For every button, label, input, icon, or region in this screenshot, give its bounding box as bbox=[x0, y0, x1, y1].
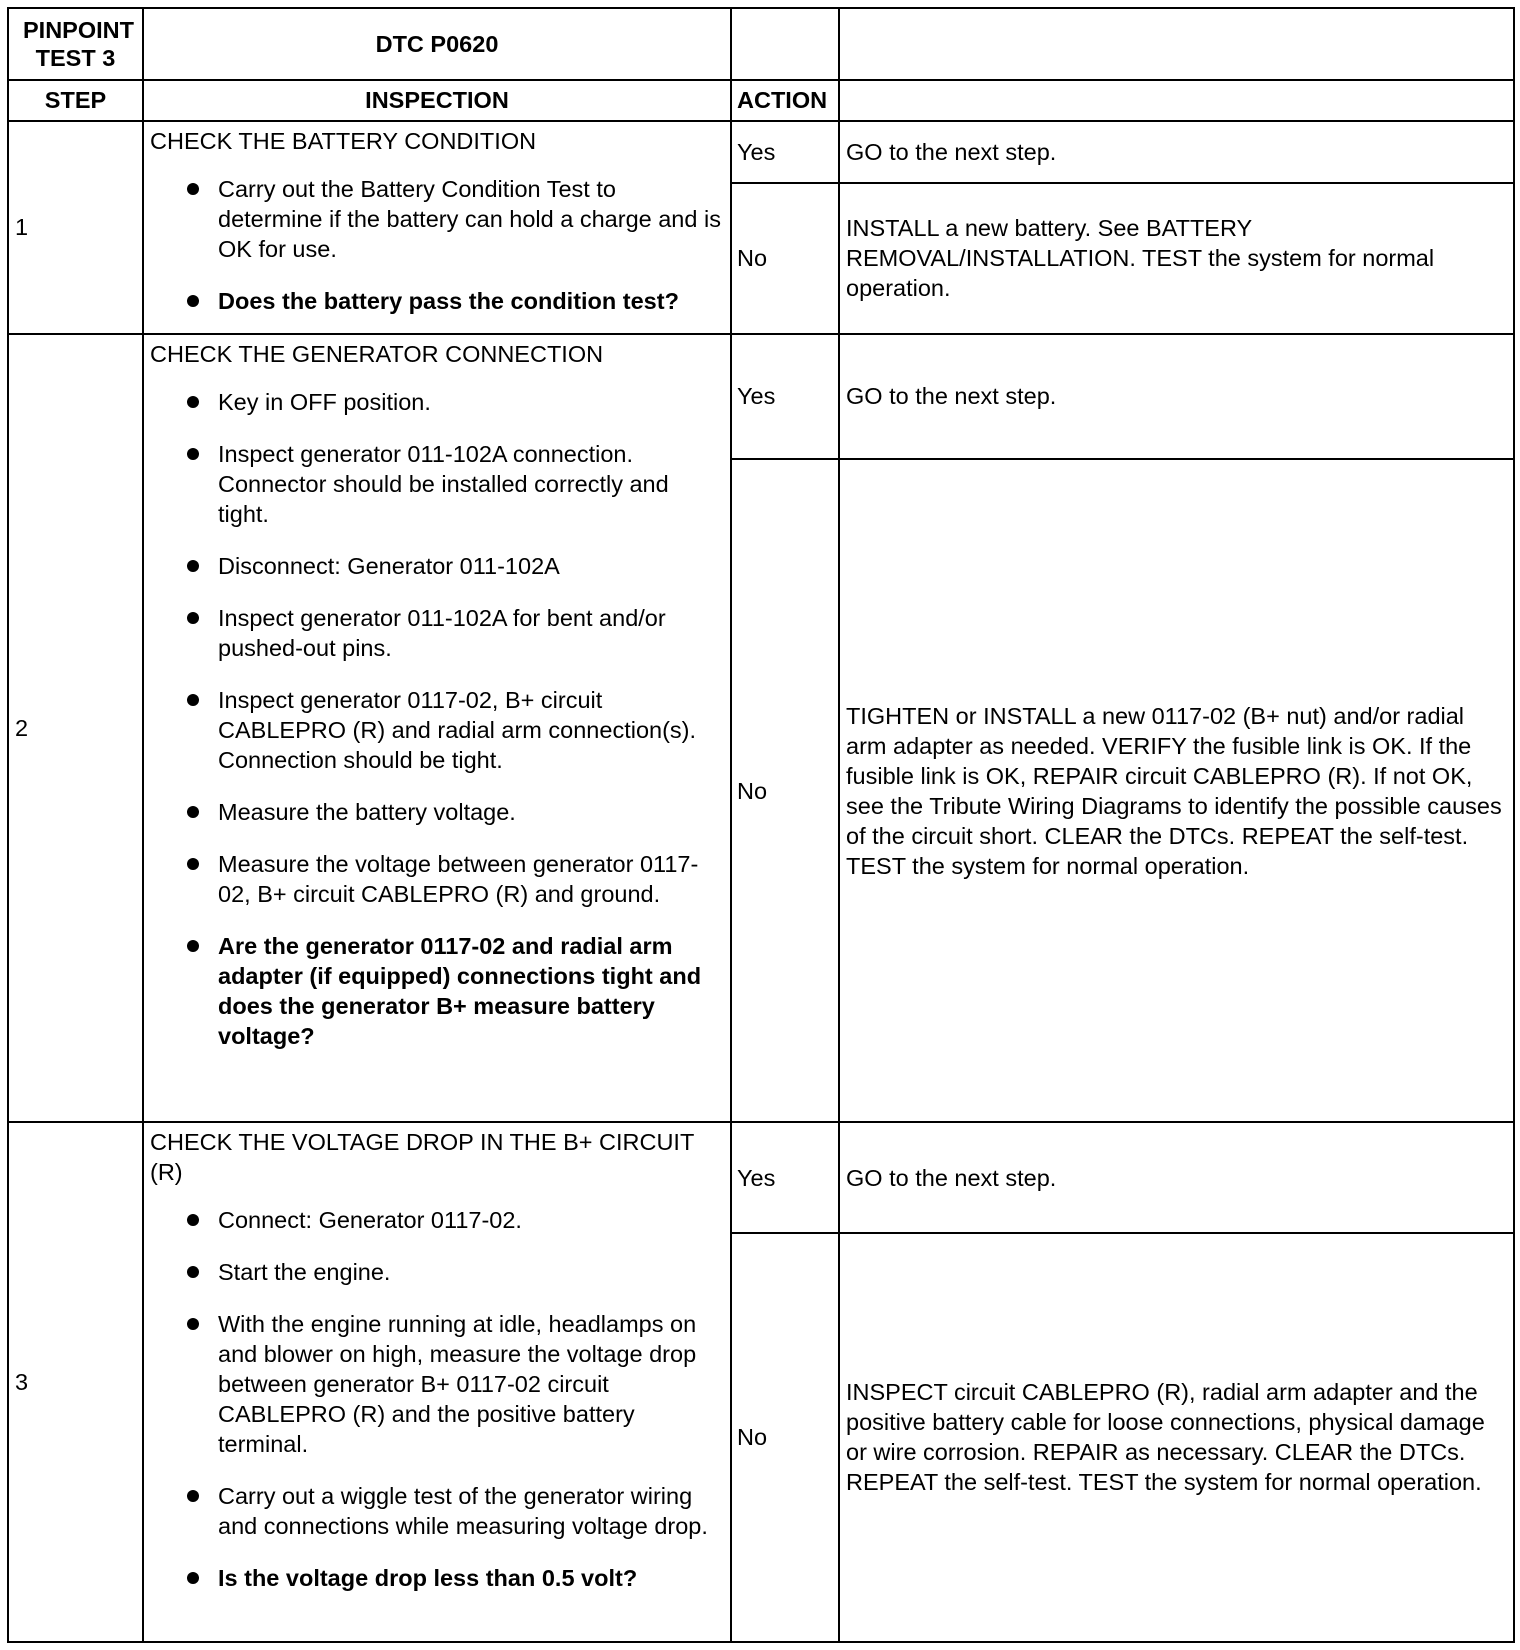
header-row bbox=[8, 8, 1514, 80]
pinpoint-test-label: PINPOINT TEST 3 bbox=[8, 8, 143, 80]
bullet-list bbox=[150, 387, 724, 1051]
bullet-item: Disconnect: Generator 011-102A bbox=[218, 551, 724, 581]
question-item: Does the battery pass the condition test? bbox=[218, 286, 724, 316]
bullet-item: Carry out the Battery Condition Test to determine if the battery can hold a charge and is OK for use. bbox=[218, 174, 724, 264]
action-no-result: TIGHTEN or INSTALL a new 0117-02 (B+ nut) and/or radial arm adapter as needed. VERIFY the fusible link is OK. If the fusible link is OK, REPAIR circuit CABLEPRO (R). If not OK, see the Tribute Wiring Diagrams to identify the possible causes of the circuit short. CLEAR the DTCs. REPEAT the self-test. TEST the system for normal operation. bbox=[839, 459, 1514, 1122]
action-yes-label: Yes bbox=[731, 121, 839, 183]
action-no-label: No bbox=[731, 1233, 839, 1642]
bullet-list bbox=[150, 174, 724, 316]
action-no-result: INSTALL a new battery. See BATTERY REMOVAL/INSTALLATION. TEST the system for normal operation. bbox=[839, 183, 1514, 334]
action-no-label: No bbox=[731, 459, 839, 1122]
bullet-item: Carry out a wiggle test of the generator wiring and connections while measuring voltage drop. bbox=[218, 1481, 724, 1541]
step-2-inspection bbox=[143, 334, 731, 1123]
bullet-item: Start the engine. bbox=[218, 1257, 724, 1287]
bullet-item: Measure the voltage between generator 0117-02, B+ circuit CABLEPRO (R) and ground. bbox=[218, 849, 724, 909]
dtc-code: DTC P0620 bbox=[143, 8, 731, 80]
action-yes-result: GO to the next step. bbox=[839, 121, 1514, 183]
step-title: CHECK THE GENERATOR CONNECTION bbox=[150, 340, 604, 367]
action-yes-result: GO to the next step. bbox=[839, 334, 1514, 460]
col-inspection-header: INSPECTION bbox=[143, 80, 731, 120]
step-1-yes-row bbox=[8, 121, 1514, 183]
step-number: 1 bbox=[8, 121, 143, 334]
action-yes-label: Yes bbox=[731, 1122, 839, 1233]
pinpoint-test-table bbox=[7, 7, 1515, 1643]
bullet-item: Key in OFF position. bbox=[218, 387, 724, 417]
col-blank-header bbox=[839, 80, 1514, 120]
bullet-item: Inspect generator 011-102A connection. Connector should be installed correctly and tight. bbox=[218, 439, 724, 529]
header-blank-action bbox=[731, 8, 839, 80]
action-yes-label: Yes bbox=[731, 334, 839, 460]
column-header-row bbox=[8, 80, 1514, 120]
action-yes-result: GO to the next step. bbox=[839, 1122, 1514, 1233]
action-no-result: INSPECT circuit CABLEPRO (R), radial arm adapter and the positive battery cable for loose connections, physical damage or wire corrosion. REPAIR as necessary. CLEAR the DTCs. REPEAT the self-test. TEST the system for normal operation. bbox=[839, 1233, 1514, 1642]
header-blank-result bbox=[839, 8, 1514, 80]
question-item: Are the generator 0117-02 and radial arm adapter (if equipped) connections tight and does the generator B+ measure battery voltage? bbox=[218, 931, 724, 1051]
step-number: 3 bbox=[8, 1122, 143, 1642]
col-step-header: STEP bbox=[8, 80, 143, 120]
step-1-inspection bbox=[143, 121, 731, 334]
bullet-item: With the engine running at idle, headlamps on and blower on high, measure the voltage drop between generator B+ 0117-02 circuit CABLEPRO (R) and the positive battery terminal. bbox=[218, 1309, 724, 1459]
bullet-item: Inspect generator 0117-02, B+ circuit CABLEPRO (R) and radial arm connection(s). Connection should be tight. bbox=[218, 685, 724, 775]
bullet-list bbox=[150, 1205, 724, 1593]
bullet-item: Measure the battery voltage. bbox=[218, 797, 724, 827]
step-3-yes-row bbox=[8, 1122, 1514, 1233]
col-action-header: ACTION bbox=[731, 80, 839, 120]
action-no-label: No bbox=[731, 183, 839, 334]
step-title: CHECK THE BATTERY CONDITION bbox=[150, 127, 537, 154]
bullet-item: Connect: Generator 0117-02. bbox=[218, 1205, 724, 1235]
step-2-yes-row bbox=[8, 334, 1514, 460]
bullet-item: Inspect generator 011-102A for bent and/or pushed-out pins. bbox=[218, 603, 724, 663]
step-number: 2 bbox=[8, 334, 143, 1123]
step-3-inspection bbox=[143, 1122, 731, 1642]
step-title: CHECK THE VOLTAGE DROP IN THE B+ CIRCUIT (R) bbox=[150, 1129, 694, 1186]
question-item: Is the voltage drop less than 0.5 volt? bbox=[218, 1563, 724, 1593]
